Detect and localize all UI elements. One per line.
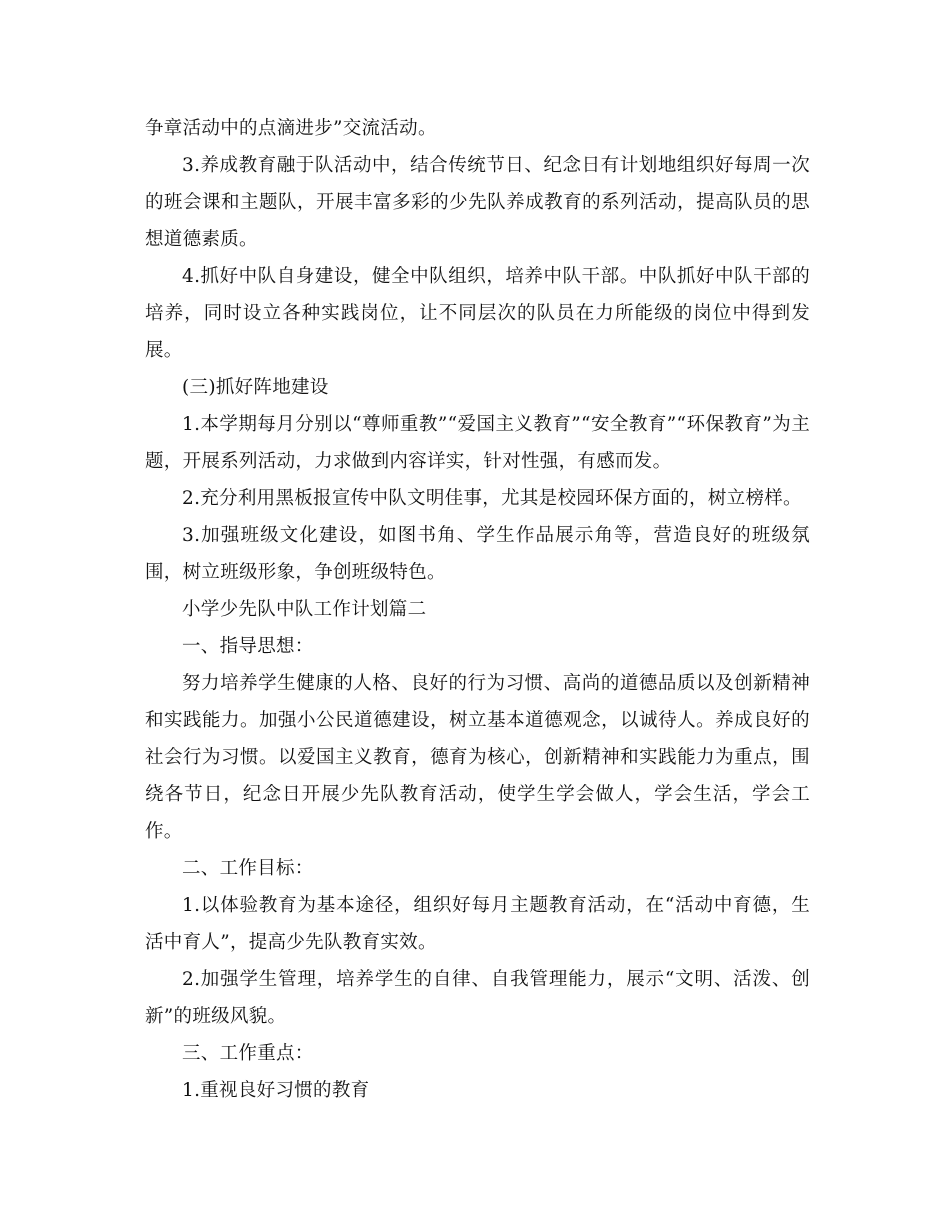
paragraph-focus-1: 1.重视良好习惯的教育 [182, 1080, 370, 1101]
paragraph-item-1-monthly-themes: 1.本学期每月分别以“尊师重教”“爱国主义教育”“安全教育”“环保教育”为主题，开展系列活动，力求做到内容详实，针对性强，有感而发。 [145, 414, 810, 472]
section-heading-position-building: (三)抓好阵地建设 [182, 377, 329, 398]
paragraph-item-4-squad-building: 4.抓好中队自身建设，健全中队组织，培养中队干部。中队抓好中队干部的培养，同时设立各种实践岗位，让不同层次的队员在力所能级的岗位中得到发展。 [145, 266, 810, 361]
paragraph-guiding-thought: 努力培养学生健康的人格、良好的行为习惯、高尚的道德品质以及创新精神和实践能力。加强小公民道德建设，树立基本道德观念，以诚待人。养成良好的社会行为习惯。以爱国主义教育，德育为核心，创新精神和实践能力为重点，围绕各节日，纪念日开展少先队教育活动，使学生学会做人，学会生活，学会工作。 [145, 673, 810, 842]
document-subtitle: 小学少先队中队工作计划篇二 [182, 599, 427, 620]
section-heading-work-goals: 二、工作目标： [182, 858, 314, 879]
paragraph-goal-1: 1.以体验教育为基本途径，组织好每月主题教育活动，在“活动中育德，生活中育人”，提高少先队教育实效。 [145, 895, 810, 953]
document-body [145, 110, 810, 1109]
paragraph-item-3-class-culture: 3.加强班级文化建设，如图书角、学生作品展示角等，营造良好的班级氛围，树立班级形象，争创班级特色。 [145, 525, 810, 583]
paragraph-item-2-blackboard: 2.充分利用黑板报宣传中队文明佳事，尤其是校园环保方面的，树立榜样。 [182, 488, 802, 509]
paragraph-item-3-habit-education: 3.养成教育融于队活动中，结合传统节日、纪念日有计划地组织好每周一次的班会课和主题队，开展丰富多彩的少先队养成教育的系列活动，提高队员的思想道德素质。 [145, 155, 810, 250]
paragraph-goal-2: 2.加强学生管理，培养学生的自律、自我管理能力，展示“文明、活泼、创新”的班级风貌。 [145, 969, 810, 1027]
section-heading-work-focus: 三、工作重点： [182, 1043, 314, 1064]
section-heading-guiding-thought: 一、指导思想： [182, 636, 314, 657]
paragraph-continuation: 争章活动中的点滴进步”交流活动。 [145, 118, 437, 139]
